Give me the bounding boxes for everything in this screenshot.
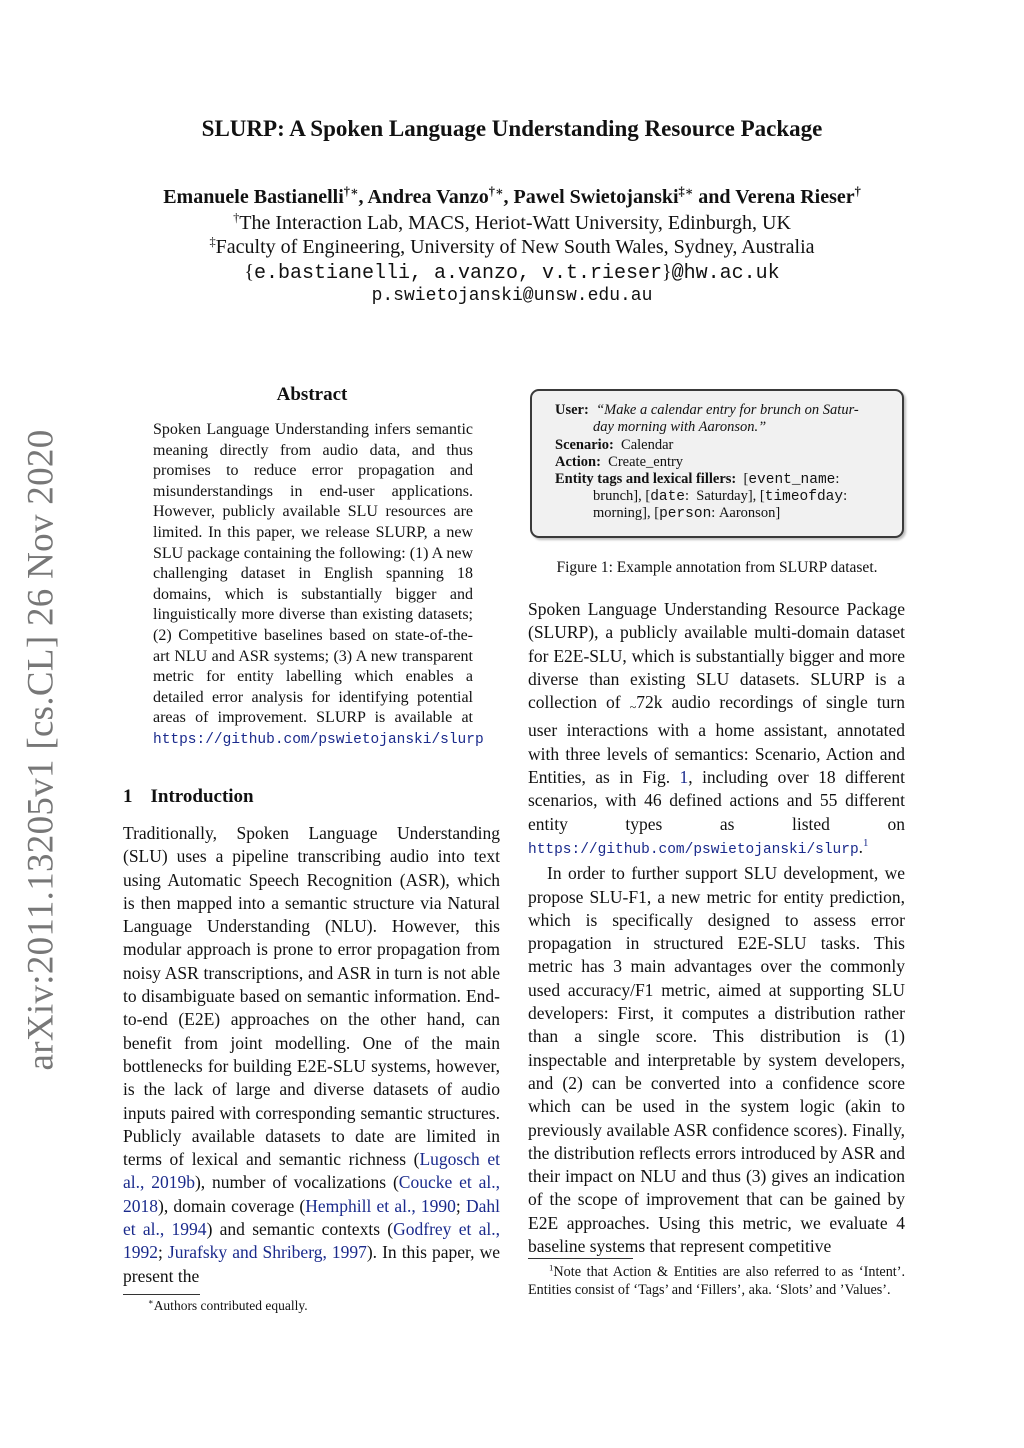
entity-filler: Saturday — [696, 488, 748, 504]
affiliation-text: The Interaction Lab, MACS, Heriot-Watt University, Edinburgh, UK — [239, 212, 791, 234]
paragraph-text: 72k audio recordings of single turn user interactions with a home assistant, annotated with three levels of semantics: Scenario, Action and Entities, as in Fig. — [528, 692, 906, 788]
footnote-left — [148, 1298, 308, 1314]
intro-text: ), number of vocalizations ( — [194, 1172, 399, 1193]
author-mark: ‡∗ — [678, 184, 694, 199]
author-conjunction: and — [698, 186, 731, 208]
footnote-text: Authors contributed equally. — [153, 1298, 308, 1313]
figure-label: Scenario: — [555, 437, 614, 453]
footnote-rule — [123, 1294, 200, 1295]
figure-label: Action: — [555, 454, 601, 470]
email-line-1 — [0, 261, 1024, 285]
entity-filler: morning — [593, 505, 643, 521]
abstract-url-link[interactable]: https://github.com/pswietojanski/slurp — [153, 731, 484, 748]
section-heading — [123, 786, 254, 808]
email-brace-open: { — [244, 261, 254, 283]
footnote-text: Note that Action & Entities are also referred to as ‘Intent’. Entities consist of ‘Tags’ and ‘Fillers’, aka. ‘Slots’ and ’Values’. — [528, 1264, 905, 1298]
affiliation-mark: ‡ — [209, 234, 216, 249]
figure-scenario-line — [555, 437, 673, 454]
author-name: Verena Rieser — [735, 186, 855, 208]
intro-text: ) and semantic contexts ( — [206, 1219, 394, 1240]
affiliation-1 — [0, 212, 1024, 235]
email-line-2: p.swietojanski@unsw.edu.au — [371, 286, 653, 306]
paragraph — [528, 598, 905, 862]
figure-label: Entity tags and lexical fillers: — [555, 471, 737, 487]
author-mark: † — [854, 184, 861, 199]
paper-title: SLURP: A Spoken Language Understanding Resource Package — [201, 116, 823, 141]
affiliation-mark: † — [233, 210, 240, 225]
author-name: Pawel Swietojanski — [513, 186, 679, 208]
author-mark: †∗ — [488, 184, 504, 199]
abstract-text: Spoken Language Understanding infers semantic meaning directly from audio data, and thus promises to reduce error propagation and misunderstandings in end-user applications. However, publicly available SLU resources are limited. In this paper, we release SLURP, a new SLU package containing the following: (1) A new challenging dataset in English spanning 18 domains, which is substantially bigger and linguistically more diverse than existing datasets; (2) Competitive baselines based on state-of-the-art NLU and ASR systems; (3) A new transparent metric for entity labelling which enables a detailed error analysis for identifying potential areas of improvement. SLURP is available at — [153, 421, 473, 727]
footnote-ref-link[interactable]: 1 — [863, 837, 869, 850]
citation-link[interactable]: Coucke et al., 2018 — [123, 1172, 500, 1216]
entity-tag: person — [659, 506, 712, 522]
approx-symbol: ~ — [629, 700, 637, 715]
intro-text: ). In this paper, we present the — [123, 1242, 500, 1286]
email-brace-close: } — [662, 261, 672, 283]
abstract-body — [153, 420, 484, 751]
intro-text: ; — [158, 1242, 168, 1263]
author-name: Emanuele Bastianelli — [163, 186, 344, 208]
figure-entity-line-3: morning], [person: Aaronson] — [593, 505, 781, 522]
figure-entity-line: Entity tags and lexical fillers: [event_name: — [555, 471, 840, 488]
email-domain: @hw.ac.uk — [671, 262, 780, 285]
figure-user-utterance: day morning with Aaronson.” — [593, 419, 767, 435]
paragraph-text: , including over 18 different scenarios, with 46 defined actions and 55 different entity types as listed on — [528, 767, 905, 834]
affiliation-text: Faculty of Engineering, University of New South Wales, Sydney, Australia — [215, 236, 815, 258]
affiliation-2 — [0, 236, 1024, 259]
paragraph-text: Spoken Language Understanding Resource Package (SLURP), a publicly available multi-domain dataset for E2E-SLU, which is substantially bigger and more diverse than existing SLU datasets. SLURP is a collection of — [528, 599, 905, 713]
paragraph-text: . — [858, 836, 864, 857]
figure-user-utterance: “Make a calendar entry for brunch on Satur- — [596, 402, 859, 418]
intro-text: ), domain coverage ( — [158, 1195, 306, 1216]
citation-link[interactable]: Hemphill et al., 1990 — [305, 1195, 456, 1216]
section-title: Introduction — [150, 786, 254, 807]
figure-label: User: — [555, 402, 589, 418]
author-list: Emanuele Bastianelli†∗, Andrea Vanzo†∗, Pawel Swietojanski‡∗ and Verena Rieser† — [163, 184, 861, 208]
citation-link[interactable]: Godfrey et al., 1992 — [123, 1219, 500, 1263]
right-column-body — [528, 598, 905, 1258]
intro-text: ; — [455, 1195, 466, 1216]
figure-user-line — [555, 402, 859, 419]
footnote-mark: 1 — [549, 1262, 554, 1273]
figure-action-line — [555, 454, 683, 471]
footnote-mark: ∗ — [148, 1297, 154, 1307]
citation-link[interactable]: Lugosch et al., 2019b — [123, 1149, 501, 1193]
entity-filler: Aaronson — [718, 505, 776, 521]
footnote-rule — [528, 1258, 633, 1259]
paragraph: In order to further support SLU development, we propose SLU-F1, a new metric for entity prediction, which is specifically designed to assess error propagation in structured E2E-SLU tasks. This metric has 3 main advantages over the commonly used accuracy/F1 metric, aimed at supporting SLU developers: First, it computes a distribution rather than a single score. This distribution is (1) inspectable and interpretable by system developers, and (2) can be converted into a confidence score which can be used in the system logic (akin to previously available ASR confidence scores). Finally, the distribution reflects errors introduced by ASR and their impact on NLU and thus (3) gives an indication of the scope of improvement that can be gained by E2E approaches. Using this metric, we evaluate 4 baseline systems that represent competitive — [528, 863, 905, 1257]
section-number: 1 — [123, 786, 133, 807]
citation-link[interactable]: Jurafsky and Shriberg, 1997 — [167, 1242, 367, 1263]
author-name: Andrea Vanzo — [367, 186, 489, 208]
abstract-heading: Abstract — [276, 384, 348, 405]
entity-tag: event_name — [748, 472, 836, 488]
intro-paragraph — [123, 822, 500, 1288]
figure-value: Create_entry — [608, 454, 684, 470]
entity-tag: timeofday — [764, 489, 844, 505]
figure-value: Calendar — [621, 437, 674, 453]
dataset-url-link[interactable]: https://github.com/pswietojanski/slurp — [528, 841, 859, 858]
figure-user-line-2 — [593, 419, 766, 436]
figure-entity-line-2: brunch], [date: Saturday], [timeofday: — [593, 488, 848, 505]
author-mark: †∗ — [343, 184, 359, 199]
entity-tag: date — [650, 489, 685, 505]
footnote-right — [528, 1264, 905, 1299]
citation-link[interactable]: Dahl et al., 1994 — [123, 1195, 500, 1240]
figure-caption: Figure 1: Example annotation from SLURP dataset. — [556, 559, 878, 576]
arxiv-id: arXiv:2011.13205v1 [cs.CL] 26 Nov 2020 — [20, 429, 62, 1071]
entity-filler: brunch — [593, 488, 634, 504]
arxiv-stamp — [12, 429, 70, 1071]
figure-ref-link[interactable]: 1 — [679, 767, 689, 788]
intro-text: Traditionally, Spoken Language Understanding (SLU) uses a pipeline transcribing audio into text using Automatic Speech Recognition (ASR), which is then mapped into a semantic structure via Natural Language Understanding (NLU). However, this modular approach is prone to error propagation from noisy ASR transcriptions, and ASR in turn is not able to disambiguate based on semantic information. End-to-end (E2E) approaches on the other hand, can benefit from joint modelling. One of the main bottlenecks for building E2E-SLU systems, however, is the lack of large and diverse datasets of audio inputs paired with corresponding semantic structures. Publicly available datasets to date are limited in terms of lexical and semantic richness ( — [123, 823, 500, 1170]
email-names: e.bastianelli, a.vanzo, v.t.rieser — [253, 262, 663, 285]
